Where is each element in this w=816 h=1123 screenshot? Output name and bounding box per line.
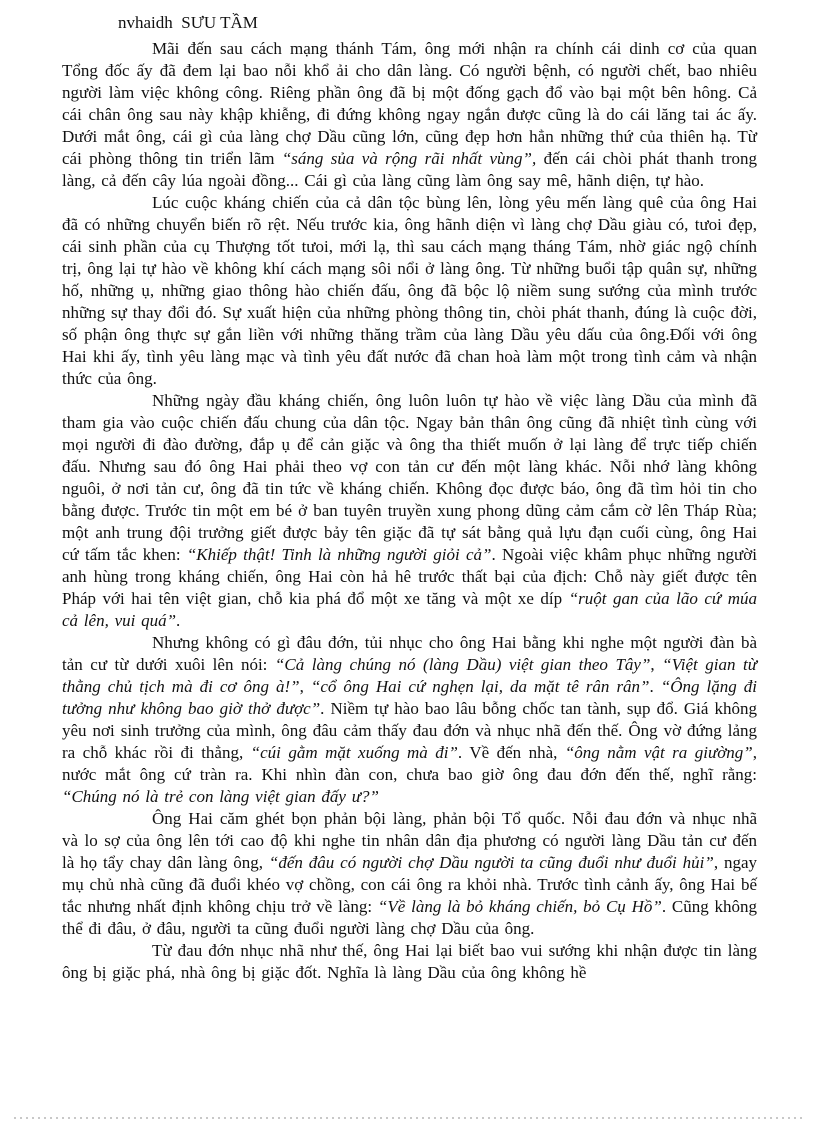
body-text: Mãi đến sau cách mạng thánh Tám, ông mới nhận ra chính cái dinh cơ của quan Tổng đốc ấy đã đem lại bao nỗi khổ ải cho dân làng. Có người bệnh, có người chết, bao nhiêu người làm việc không công. Riêng phần ông đã bị một đống gạch đổ vào bại một bên hông. Cả cái chân ông sau này khập khiễng, đi đứng không ngay ngắn được cũng là do cái lăng tai ác ấy. Dưới mắt ông, cái gì của làng chợ Dầu cũng lớn, cũng đẹp hơn hẳn những thứ của thiên hạ. Từ cái phòng thông tin triển lãm	[62, 39, 757, 168]
body-text: . Về đến nhà,	[457, 743, 565, 762]
body-text: Lúc cuộc kháng chiến của cả dân tộc bùng lên, lòng yêu mến làng quê của ông Hai đã có những chuyển biến rõ rệt. Nếu trước kia, ông hãnh diện vì làng chợ Dầu giàu có, tưoi đẹp, cái sinh phần của cụ Thượng tốt tưoi, mới lạ, thì sau cách mạng tháng Tám, nhờ giác ngộ chính trị, ông lại tự hào về không khí cách mạng sôi nổi ở làng ông. Từ những buổi tập quân sự, những hố, những ụ, những giao thông hào chiến đấu, ông đã bộc lộ niềm sung sướng của mình trước những sự thay đổi đó. Sự xuất hiện của những phòng thông tin, chòi phát thanh, đúng là cuộc đời, số phận ông thực sự gắn liền với những thăng trầm của làng Dầu yêu dấu của ông.Đối với ông Hai khi ấy, tình yêu làng mạc và tình yêu đất nước đã chan hoà làm một trong tình cảm và nhận thức của ông.	[62, 193, 757, 388]
body-text: . Ngoài việc khâm phục những người anh hùng trong kháng chiến, ông Hai còn hả hê trước thất bại của địch: Chỗ này giết được tên Pháp với hai tên việt gian, chỗ kia phá đổ một xe tăng và một xe díp	[62, 545, 757, 608]
body-text: ,	[650, 655, 663, 674]
quoted-text: “cúi gằm mặt xuống mà đi”	[250, 743, 458, 762]
body-text: .	[176, 611, 181, 630]
body-text: , ngay mụ chủ nhà cũng đã đuổi khéo vợ chồng, con cái ông ra khỏi nhà. Trước tình cảnh ấy, ông Hai bế tắc nhưng nhất định không chịu trở về làng:	[62, 853, 757, 916]
body-text: Những ngày đầu kháng chiến, ông luôn luôn tự hào về việc làng Dầu của mình đã tham gia vào cuộc chiến đấu chung của dân tộc. Ngay bản thân ông cũng đã nhiệt tình cùng với mọi người đi đào đường, đắp ụ để cản giặc và ông tha thiết muốn ở lại làng để trực tiếp chiến đấu. Nhưng sau đó ông Hai phải theo vợ con tản cư đến một làng khác. Nỗi nhớ làng không nguôi, ở nơi tản cư, ông đã tin tức về kháng chiến. Không đọc được báo, ông đã tìm hỏi tin cho bằng được. Trước tin một em bé ở ban tuyên truyền xung phong dũng cảm cắm cờ lên Tháp Rùa; một anh trung đội trưởng giết được bảy tên giặc đã tự sát bằng quả lựu đạn cuối cùng, ông Hai cứ tấm tắc khen:	[62, 391, 757, 564]
paragraph	[62, 940, 757, 984]
quoted-text: “đến đâu có người chợ Dầu người ta cũng đuổi như đuổi hủi”	[268, 853, 714, 872]
quoted-text: “ông nằm vật ra giường”	[564, 743, 753, 762]
paragraph	[62, 38, 757, 192]
body-text: ,	[299, 677, 311, 696]
paragraph	[62, 632, 757, 808]
paragraph	[62, 808, 757, 940]
body-text: . Niềm tự hào bao lâu bỗng chốc tan tành, sụp đổ. Giá không yêu nơi sinh trưởng của mình, ông đâu cảm thấy đau đớn và nhục nhã đến thế. Ông vờ đứng lảng ra chỗ khác rồi đi thẳng,	[62, 699, 758, 762]
body-text: .	[649, 677, 661, 696]
quoted-text: “Khiếp thật! Tinh là những người giỏi cả”	[186, 545, 492, 564]
body-text: , nước mắt ông cứ tràn ra. Khi nhìn đàn con, chưa bao giờ ông đau đớn đến thế, nghĩ rằng:	[62, 743, 758, 784]
document-header: nvhaidh SƯU TẦM	[118, 13, 258, 32]
body-text: Từ đau đớn nhục nhã như thế, ông Hai lại biết bao vui sướng khi nhận được tin làng ông bị giặc phá, nhà ông bị giặc đốt. Nghĩa là làng Dầu của ông không hề	[62, 941, 757, 982]
paragraph	[62, 192, 757, 390]
quoted-text: “Về làng là bỏ kháng chiến, bỏ Cụ Hồ”	[377, 897, 662, 916]
quoted-text: “Cả làng chúng nó (làng Dầu) việt gian theo Tây”	[274, 655, 651, 674]
quoted-text: “cổ ông Hai cứ nghẹn lại, da mặt tê rân rân”	[310, 677, 650, 696]
quoted-text: “sáng sủa và rộng rãi nhất vùng”,	[281, 149, 537, 168]
quoted-text: “Ông lặng đi tưởng như không bao giờ thở được”	[62, 677, 757, 718]
document-body	[62, 38, 757, 984]
paragraph	[62, 390, 757, 632]
page-break-dotted-line	[14, 1117, 802, 1119]
quoted-text: “Chúng nó là trẻ con làng việt gian đấy ư?”	[62, 787, 379, 806]
quoted-text: “Việt gian từ thằng chủ tịch mà đi cơ ông à!”	[62, 655, 757, 696]
quoted-text: “ruột gan của lão cứ múa cả lên, vui quá”	[62, 589, 758, 630]
body-text: Ông Hai căm ghét bọn phản bội làng, phản bội Tổ quốc. Nỗi đau đớn và nhục nhã và lo sợ của ông lên tới cao độ khi nghe tin nhân dân địa phương có người làng Dầu tản cư đến là họ tẩy chay dân làng ông,	[62, 809, 757, 872]
body-text: đến cái chòi phát thanh trong làng, cả đến cây lúa ngoài đồng... Cái gì của làng cũng làm ông say mê, hãnh diện, tự hào.	[62, 149, 757, 190]
body-text: . Cũng không thể đi đâu, ở đâu, người ta cũng đuổi người làng chợ Dầu của ông.	[62, 897, 758, 938]
body-text: Nhưng không có gì đâu đớn, tủi nhục cho ông Hai bằng khi nghe một người đàn bà tản cư từ dưới xuôi lên nói:	[62, 633, 757, 674]
